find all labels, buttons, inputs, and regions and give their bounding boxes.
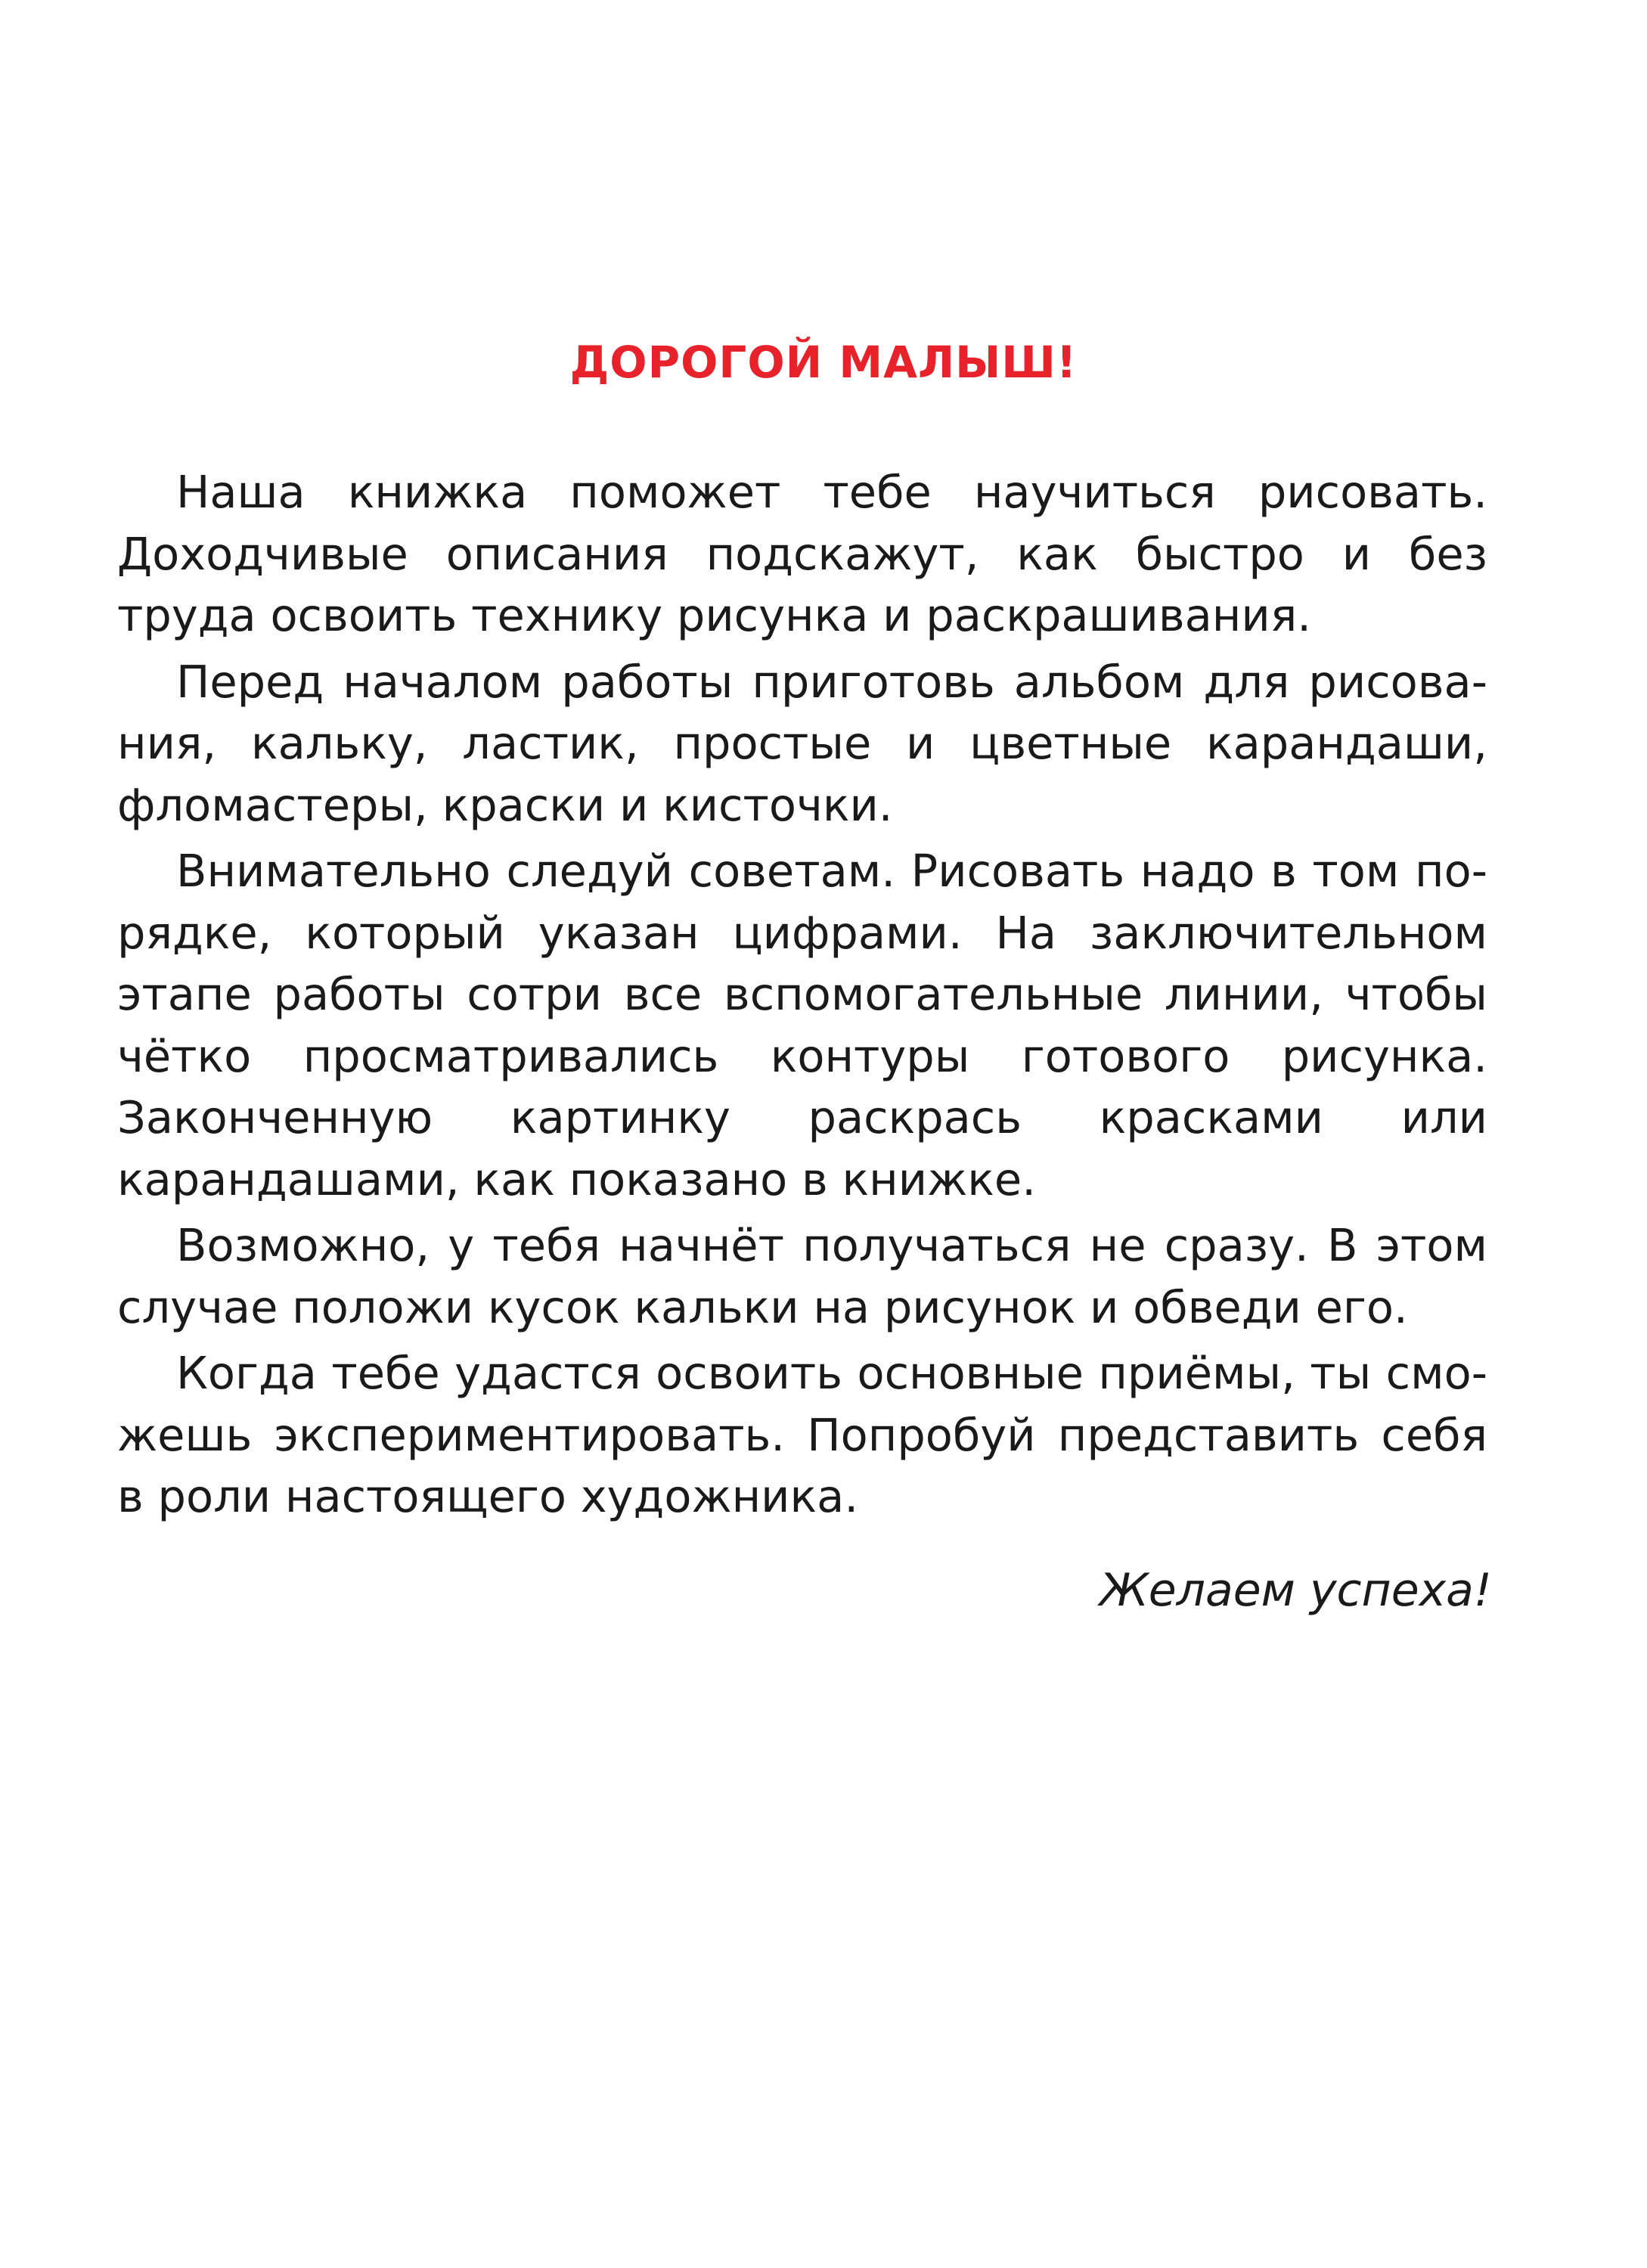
paragraph: Возможно, у тебя начнёт получаться не сразу. В этом случае положи кусок кальки на рисунок и обведи его.: [117, 1219, 1487, 1333]
paragraph: Перед началом работы приготовь альбом для рисования, кальку, ластик, простые и цветные карандаши, фломастеры, краски и кисточки.: [117, 655, 1487, 831]
signoff: Желаем успеха!: [1100, 1564, 1492, 1617]
page-title: ДОРОГОЙ МАЛЫШ!: [569, 337, 1078, 388]
paragraph: Внимательно следуй советам. Рисовать надо в том порядке, который указан цифрами. На заключительном этапе работы сотри все вспомогательные линии, чтобы чётко просматривались контуры готового рисунка. Законченную картинку раскрась красками или карандашами, как показано в книжке.: [117, 845, 1487, 1205]
body-text: [117, 461, 1487, 1532]
paragraph: Когда тебе удастся освоить основные приёмы, ты сможешь экспериментировать. Попробуй представить себя в роли настоящего художника.: [117, 1347, 1487, 1522]
paragraph: Наша книжка поможет тебе научиться рисовать. Доходчивые описания подскажут, как быстро и без труда освоить технику рисунка и раскрашивания.: [117, 466, 1487, 641]
